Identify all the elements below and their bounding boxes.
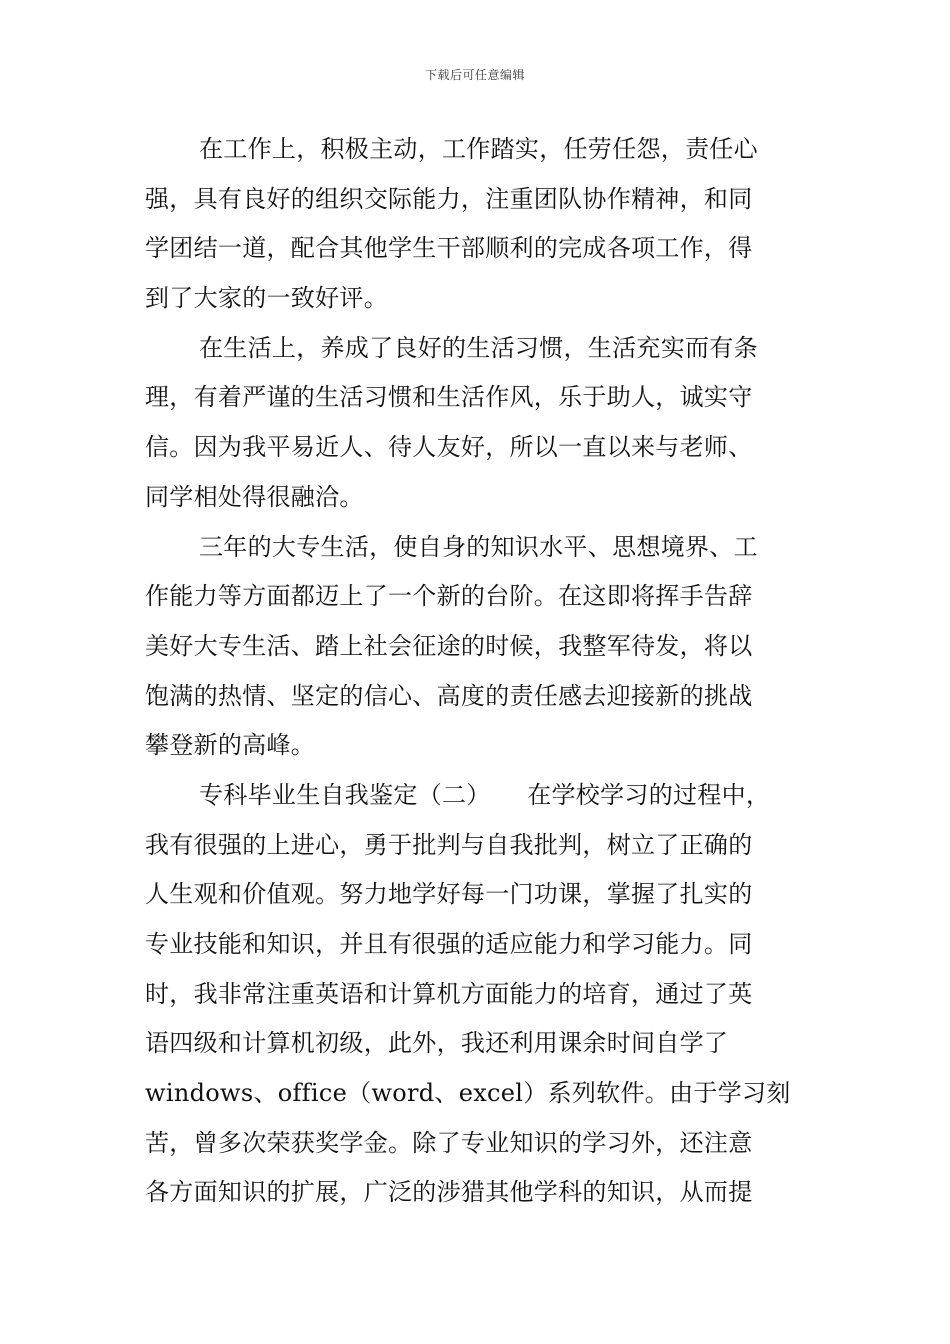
text-line: 人生观和价值观。努力地学好每一门功课，掌握了扎实的 [145,880,753,909]
text-line: 语四级和计算机初级，此外，我还利用课余时间自学了 [145,1029,729,1058]
text-line: 我有很强的上进心，勇于批判与自我批判，树立了正确的 [145,830,753,859]
text-line: 在生活上，养成了良好的生活习惯，生活充实而有条 [199,333,758,362]
text-line: 饱满的热情、坚定的信心、高度的责任感去迎接新的挑战 [145,681,753,710]
text-line: 各方面知识的扩展，广泛的涉猎其他学科的知识，从而提 [145,1178,753,1207]
text-line: 专业技能和知识，并且有很强的适应能力和学习能力。同 [145,930,753,958]
text-line: 苦，曾多次荣获奖学金。除了专业知识的学习外，还注意 [145,1128,753,1157]
text-line: 理，有着严谨的生活习惯和生活作风，乐于助人，诚实守 [145,383,753,412]
text-line: 专科毕业生自我鉴定（二） 在学校学习的过程中， [199,780,771,809]
text-line: 作能力等方面都迈上了一个新的台阶。在这即将挥手告辞 [145,582,753,611]
text-line: 同学相处得很融洽。 [145,482,364,511]
text-line: 三年的大专生活，使自身的知识水平、思想境界、工 [199,532,758,561]
header-note: 下载后可任意编辑 [424,68,525,82]
text-line: 时，我非常注重英语和计算机方面能力的培育，通过了英 [145,979,753,1008]
text-line: 攀登新的高峰。 [145,731,316,760]
body-text [145,125,815,1218]
text-line: 美好大专生活、踏上社会征途的时候，我整军待发，将以 [145,631,753,660]
text-line: 强，具有良好的组织交际能力，注重团队协作精神，和同 [145,184,753,213]
text-line: windows、office（word、excel）系列软件。由于学习刻 [145,1079,791,1108]
text-line: 学团结一道，配合其他学生干部顺利的完成各项工作，得 [145,234,753,263]
text-line: 在工作上，积极主动，工作踏实，任劳任怨，责任心 [199,135,758,163]
text-line: 信。因为我平易近人、待人友好，所以一直以来与老师、 [145,433,753,462]
text-line: 到了大家的一致好评。 [145,284,388,313]
